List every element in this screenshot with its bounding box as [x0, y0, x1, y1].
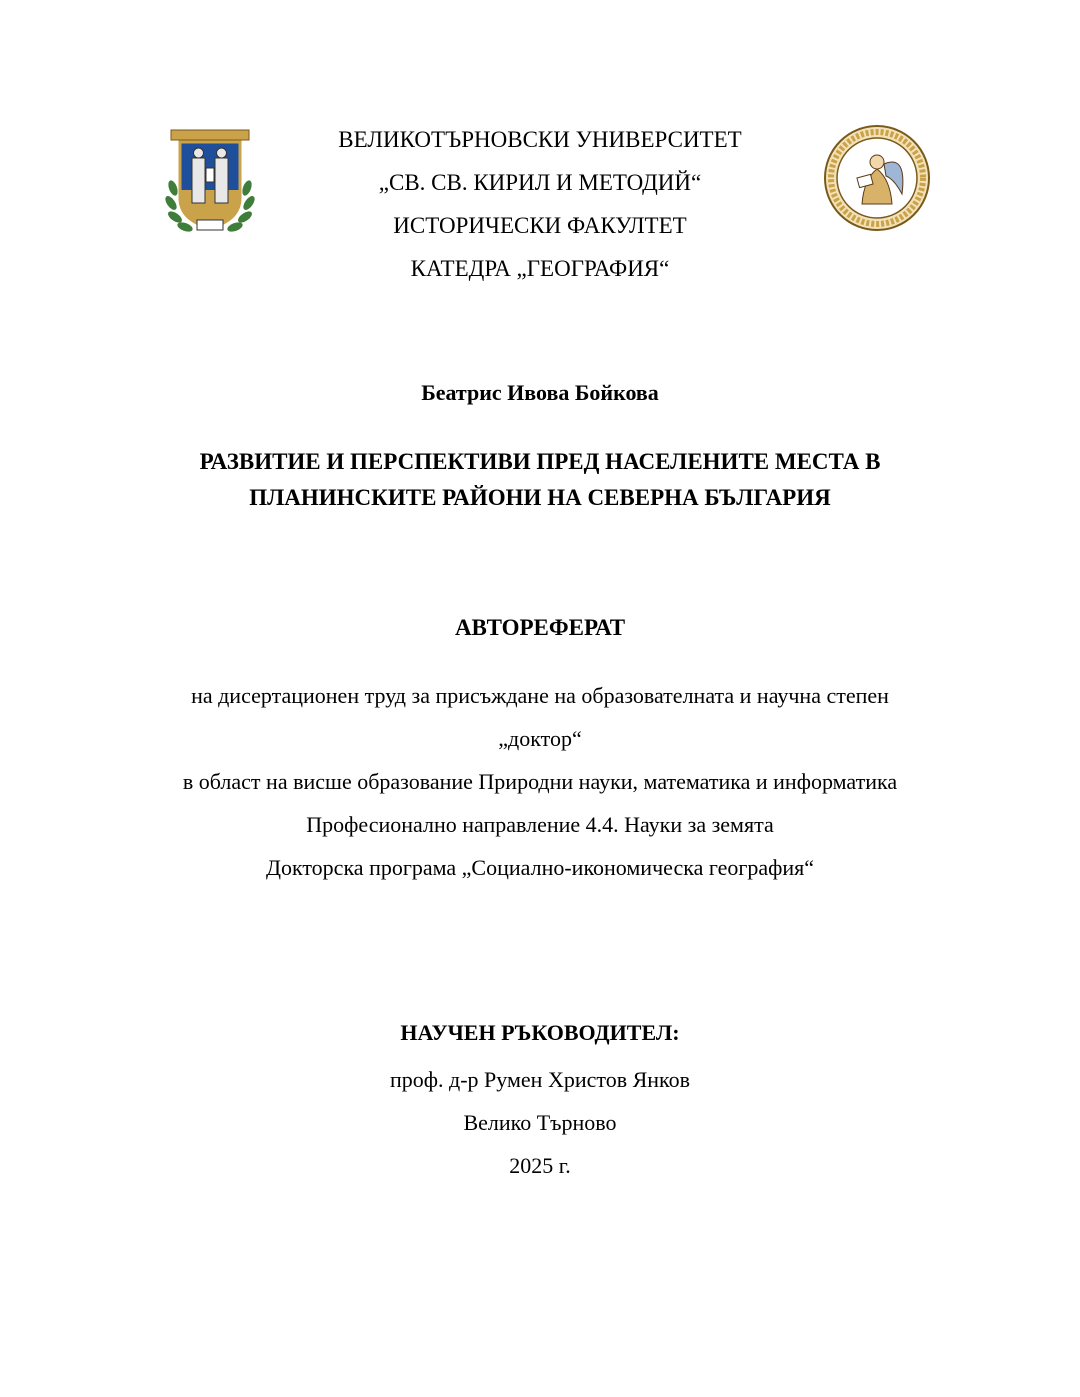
supervisor-name: проф. д-р Румен Христов Янков: [390, 1067, 690, 1092]
title-line-1: РАЗВИТИЕ И ПЕРСПЕКТИВИ ПРЕД НАСЕЛЕНИТЕ МЕСТА В: [199, 449, 881, 474]
supervisor-heading: НАУЧЕН РЪКОВОДИТЕЛ:: [400, 1020, 680, 1045]
department-name: КАТЕДРА „ГЕОГРАФИЯ“: [410, 256, 670, 281]
description-line-3: в област на висше образование Природни науки, математика и информатика: [182, 769, 898, 794]
description-line-5: Докторска програма „Социално-икономическа география“: [265, 855, 815, 880]
year: 2025 г.: [509, 1153, 571, 1178]
faculty-name: ИСТОРИЧЕСКИ ФАКУЛТЕТ: [393, 213, 687, 238]
faculty-seal-icon: [822, 124, 932, 232]
author-name: Беатрис Ивова Бойкова: [421, 380, 659, 405]
city: Велико Търново: [463, 1110, 617, 1135]
description-line-2: „доктор“: [498, 726, 582, 751]
description-line-4: Професионално направление 4.4. Науки за земята: [306, 812, 774, 837]
dissertation-title: [0, 444, 1080, 516]
university-patron: „СВ. СВ. КИРИЛ И МЕТОДИЙ“: [378, 170, 702, 195]
title-line-2: ПЛАНИНСКИТЕ РАЙОНИ НА СЕВЕРНА БЪЛГАРИЯ: [249, 485, 831, 510]
description-line-1: на дисертационен труд за присъждане на образователната и научна степен: [191, 683, 889, 708]
degree-description: [0, 674, 1080, 889]
supervisor-block: [0, 1058, 1080, 1187]
university-name: ВЕЛИКОТЪРНОВСКИ УНИВЕРСИТЕТ: [338, 127, 742, 152]
abstract-heading: АВТОРЕФЕРАТ: [454, 615, 626, 640]
